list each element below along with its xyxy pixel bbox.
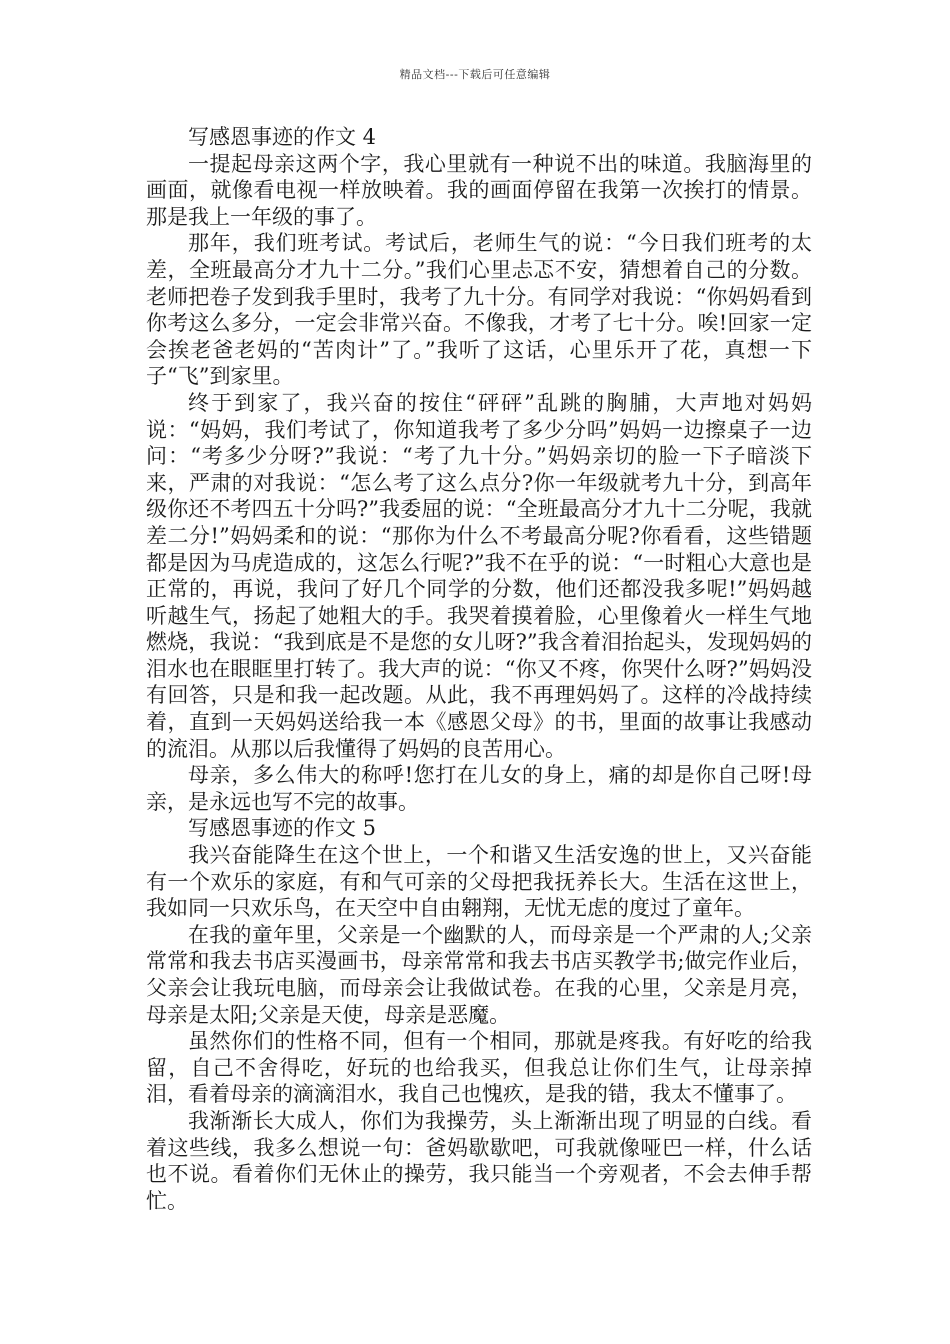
paragraph: 母亲，多么伟大的称呼!您打在儿女的身上，痛的却是你自己呀!母亲，是永远也写不完的故事。 xyxy=(146,763,812,814)
page-header: 精品文档---下载后可任意编辑 xyxy=(399,68,551,81)
paragraph: 那年，我们班考试。考试后，老师生气的说：“今日我们班考的太差，全班最高分才九十二分。”我们心里忐忑不安，猜想着自己的分数。老师把卷子发到我手里时，我考了九十分。有同学对我说：“你妈妈看到你考这么多分，一定会非常兴奋。不像我，才考了七十分。唉!回家一定会挨老爸老妈的“苦肉计”了。”我听了这话，心里乐开了花，真想一下子“飞”到家里。 xyxy=(146,231,812,389)
essay-heading-5: 写感恩事迹的作文 5 xyxy=(188,816,377,841)
paragraph: 虽然你们的性格不同，但有一个相同，那就是疼我。有好吃的给我留，自己不舍得吃，好玩的也给我买，但我总让你们生气，让母亲掉泪，看着母亲的滴滴泪水，我自己也愧疚，是我的错，我太不懂事了。 xyxy=(146,1029,812,1107)
paragraph: 我兴奋能降生在这个世上，一个和谐又生活安逸的世上，又兴奋能有一个欢乐的家庭，有和气可亲的父母把我抚养长大。生活在这世上，我如同一只欢乐鸟，在天空中自由翱翔，无忧无虑的度过了童年。 xyxy=(146,843,812,921)
paragraph: 终于到家了，我兴奋的按住“砰砰”乱跳的胸脯，大声地对妈妈说：“妈妈，我们考试了，你知道我考了多少分吗”妈妈一边擦桌子一边问：“考多少分呀?”我说：“考了九十分。”妈妈亲切的脸一下子暗淡下来，严肃的对我说：“怎么考了这么点分?你一年级就考九十分，到高年级你还不考四五十分吗?”我委屈的说：“全班最高分才九十二分呢，我就差二分!”妈妈柔和的说：“那你为什么不考最高分呢?你看看，这些错题都是因为马虎造成的，这怎么行呢?”我不在乎的说：“一时粗心大意也是正常的，再说，我问了好几个同学的分数，他们还都没我多呢!”妈妈越听越生气，扬起了她粗大的手。我哭着摸着脸，心里像着火一样生气地燃烧，我说：“我到底是不是您的女儿呀?”我含着泪抬起头，发现妈妈的泪水也在眼眶里打转了。我大声的说：“你又不疼，你哭什么呀?”妈妈没有回答，只是和我一起改题。从此，我不再理妈妈了。这样的冷战持续着，直到一天妈妈送给我一本《感恩父母》的书，里面的故事让我感动的流泪。从那以后我懂得了妈妈的良苦用心。 xyxy=(146,390,812,761)
essay-heading-4: 写感恩事迹的作文 4 xyxy=(188,125,377,149)
paragraph: 我渐渐长大成人，你们为我操劳，头上渐渐出现了明显的白线。看着这些线，我多么想说一句：爸妈歇歇吧，可我就像哑巴一样，什么话也不说。看着你们无休止的操劳，我只能当一个旁观者，不会去伸手帮忙。 xyxy=(146,1108,812,1213)
paragraph: 一提起母亲这两个字，我心里就有一种说不出的味道。我脑海里的画面，就像看电视一样放映着。我的画面停留在我第一次挨打的情景。那是我上一年级的事了。 xyxy=(146,151,812,229)
document-body xyxy=(146,124,812,1214)
paragraph: 在我的童年里，父亲是一个幽默的人，而母亲是一个严肃的人;父亲常常和我去书店买漫画书，母亲常常和我去书店买教学书;做完作业后，父亲会让我玩电脑，而母亲会让我做试卷。在我的心里，父亲是月亮，母亲是太阳;父亲是天使，母亲是恶魔。 xyxy=(146,922,812,1027)
